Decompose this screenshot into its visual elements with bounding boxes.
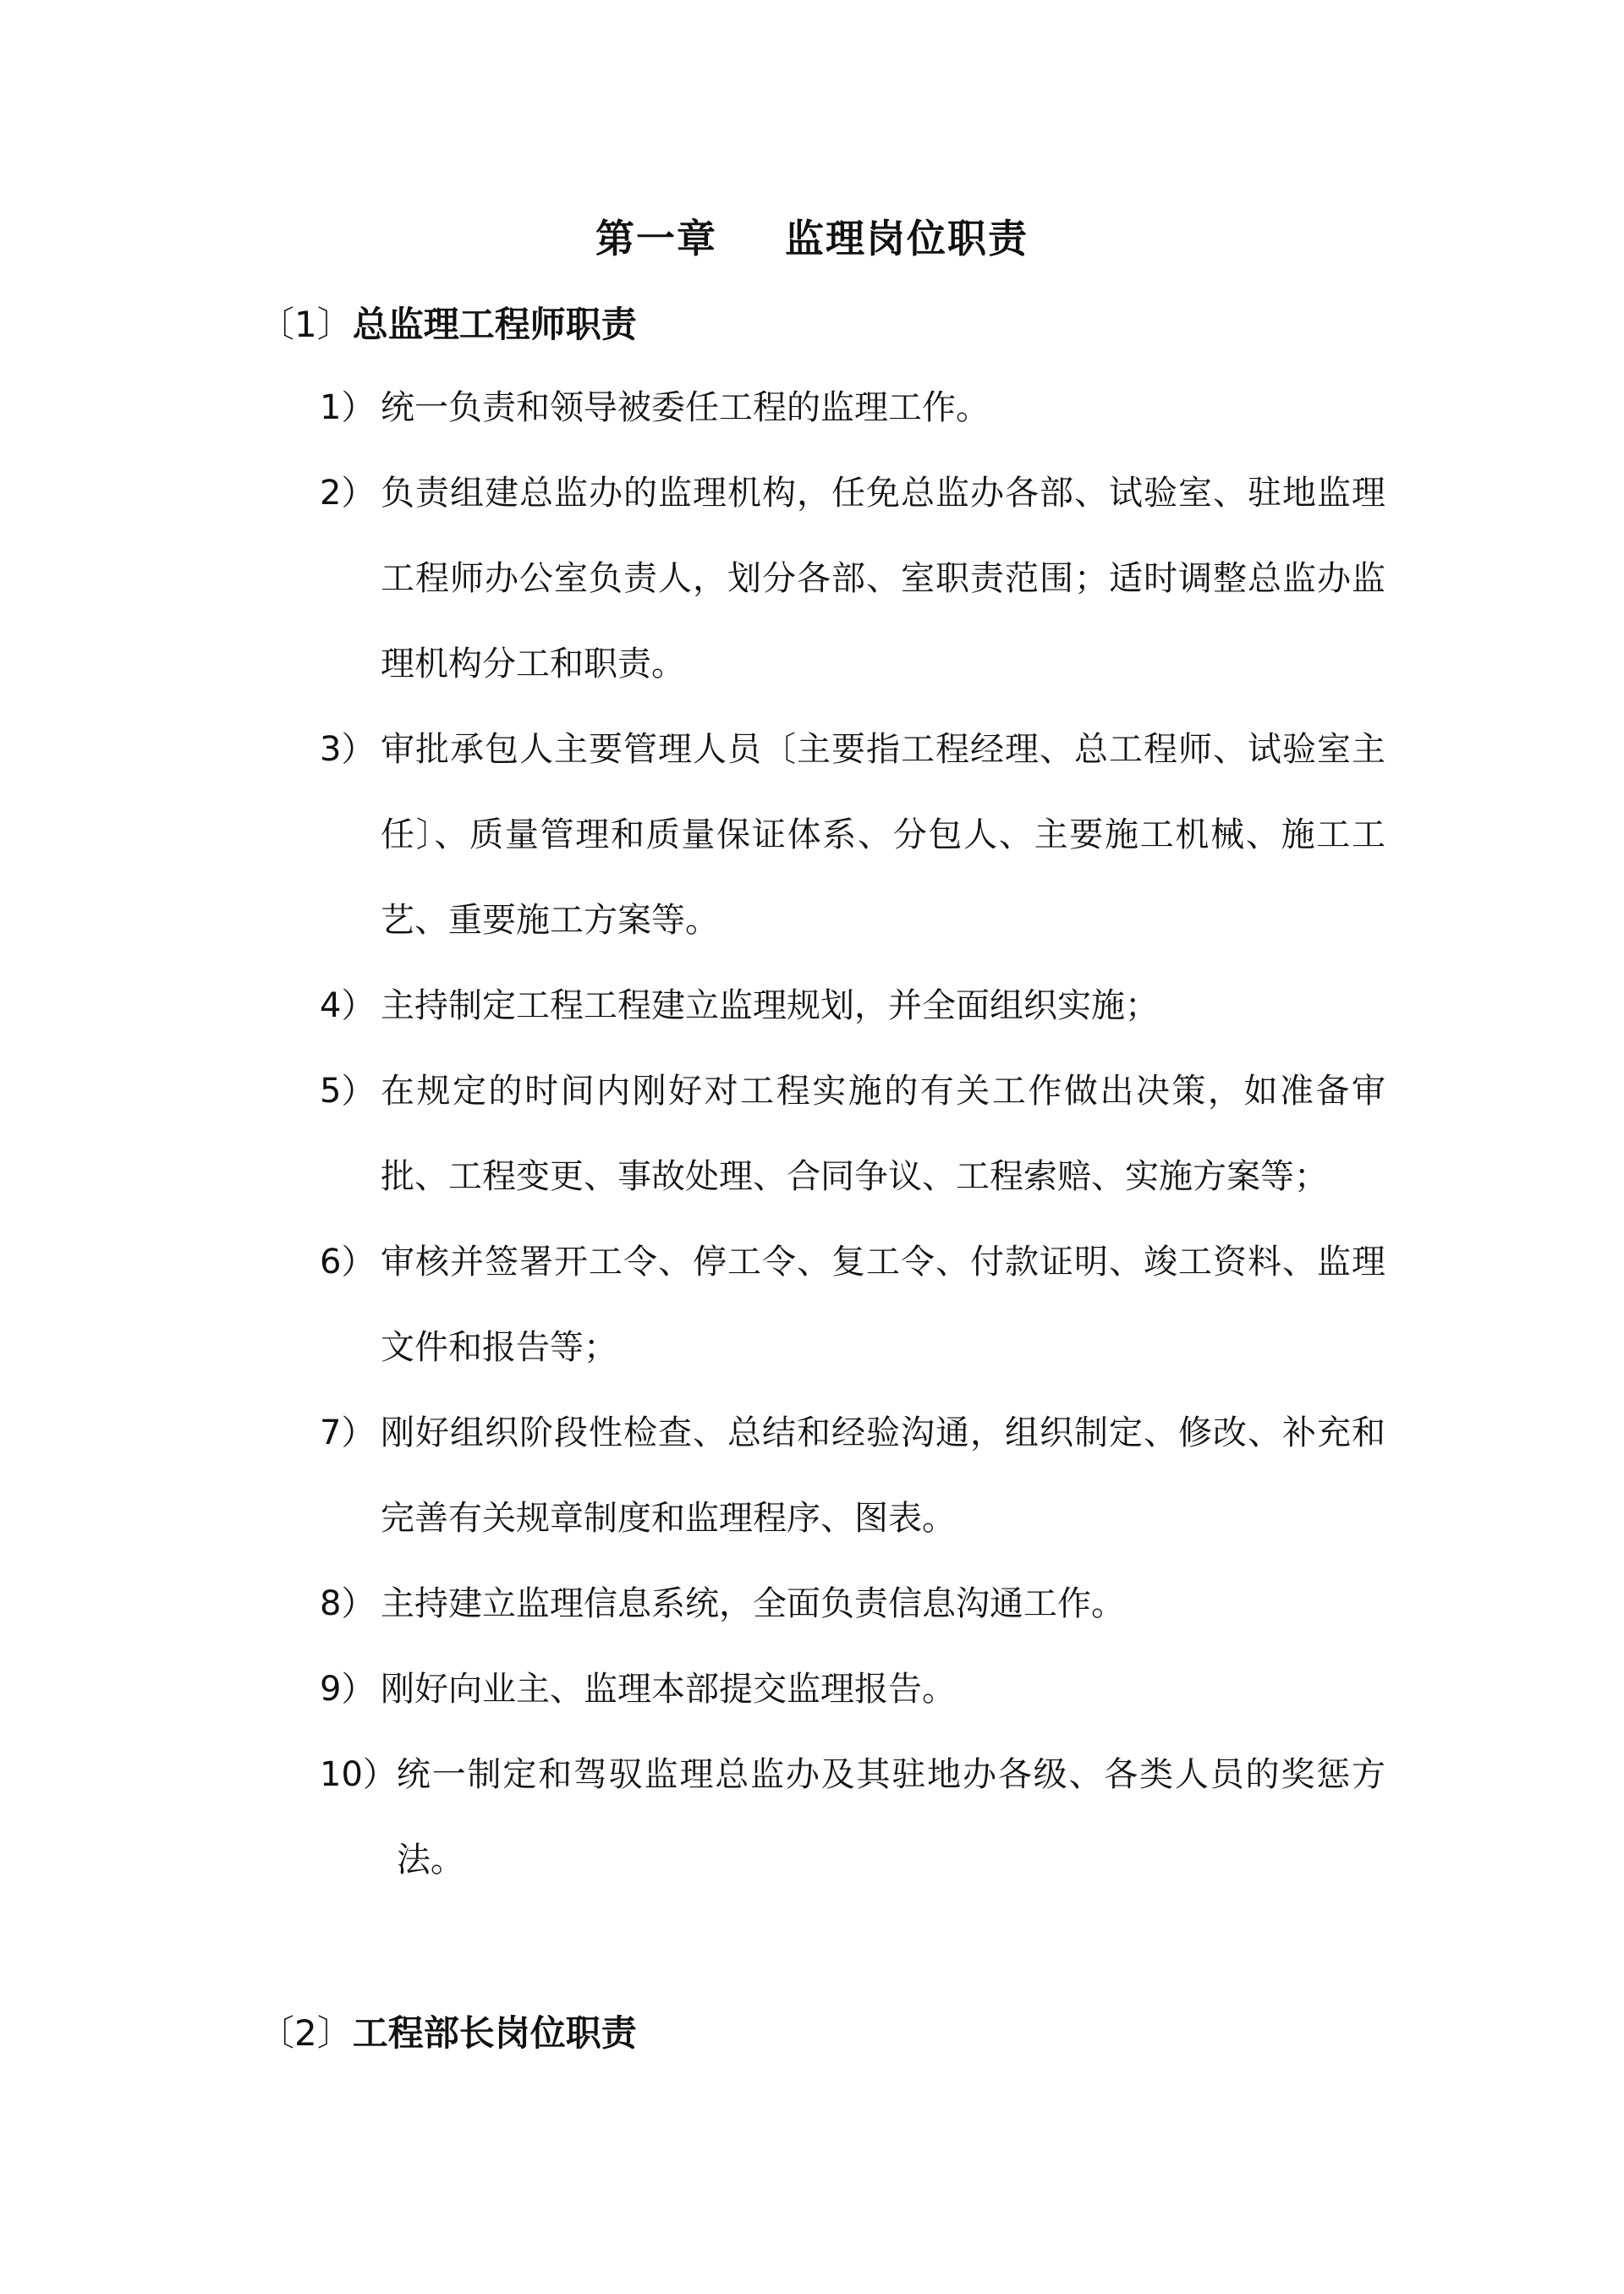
section-number: 〔2〕 [259,2012,353,2054]
section-title: 工程部长岗位职责 [352,2012,637,2054]
item-text: 负责组建总监办的监理机构，任免总监办各部、试验室、驻地监理工程师办公室负责人，划分各部、室职责范围；适时调整总监办监理机构分工和职责。 [381,474,1385,683]
duty-list [320,365,1385,1903]
section-heading-1 [259,283,637,367]
item-number: 2） [320,474,376,513]
section-title: 总监理工程师职责 [352,304,637,345]
section-heading-2 [259,1991,637,2076]
item-number: 4） [320,986,376,1025]
item-number: 5） [320,1072,376,1111]
item-number: 10） [320,1755,397,1794]
list-item [320,1049,1385,1220]
item-text: 统一制定和驾驭监理总监办及其驻地办各级、各类人员的奖惩方法。 [396,1755,1385,1880]
item-number: 7） [320,1413,376,1452]
list-item [320,707,1385,963]
list-item [320,1732,1385,1903]
list-item [320,1391,1385,1561]
chapter-title [0,205,1624,272]
item-number: 1） [320,388,376,427]
item-number: 8） [320,1584,376,1623]
item-text: 审批承包人主要管理人员〔主要指工程经理、总工程师、试验室主任〕、质量管理和质量保证体系、分包人、主要施工机械、施工工艺、重要施工方案等。 [381,730,1385,940]
list-item [320,963,1385,1049]
chapter-title-text: 监理岗位职责 [785,216,1029,261]
item-number: 9） [320,1670,376,1709]
chapter-label: 第一章 [595,216,717,261]
item-number: 6） [320,1243,376,1281]
item-text: 主持建立监理信息系统，全面负责信息沟通工作。 [381,1584,1125,1623]
list-item [320,365,1385,451]
item-text: 在规定的时间内刚好对工程实施的有关工作做出决策，如准备审批、工程变更、事故处理、合同争议、工程索赔、实施方案等； [381,1072,1385,1196]
item-text: 审核并签署开工令、停工令、复工令、付款证明、竣工资料、监理文件和报告等； [381,1243,1385,1367]
item-text: 刚好向业主、监理本部提交监理报告。 [381,1670,956,1709]
list-item [320,1561,1385,1647]
list-item [320,451,1385,707]
section-number: 〔1〕 [259,304,353,345]
list-item [320,1220,1385,1391]
item-text: 主持制定工程工程建立监理规划，并全面组织实施； [381,986,1159,1025]
item-number: 3） [320,730,376,769]
item-text: 刚好组织阶段性检查、总结和经验沟通，组织制定、修改、补充和完善有关规章制度和监理程序、图表。 [381,1413,1385,1538]
item-text: 统一负责和领导被委任工程的监理工作。 [381,388,990,427]
list-item [320,1647,1385,1732]
